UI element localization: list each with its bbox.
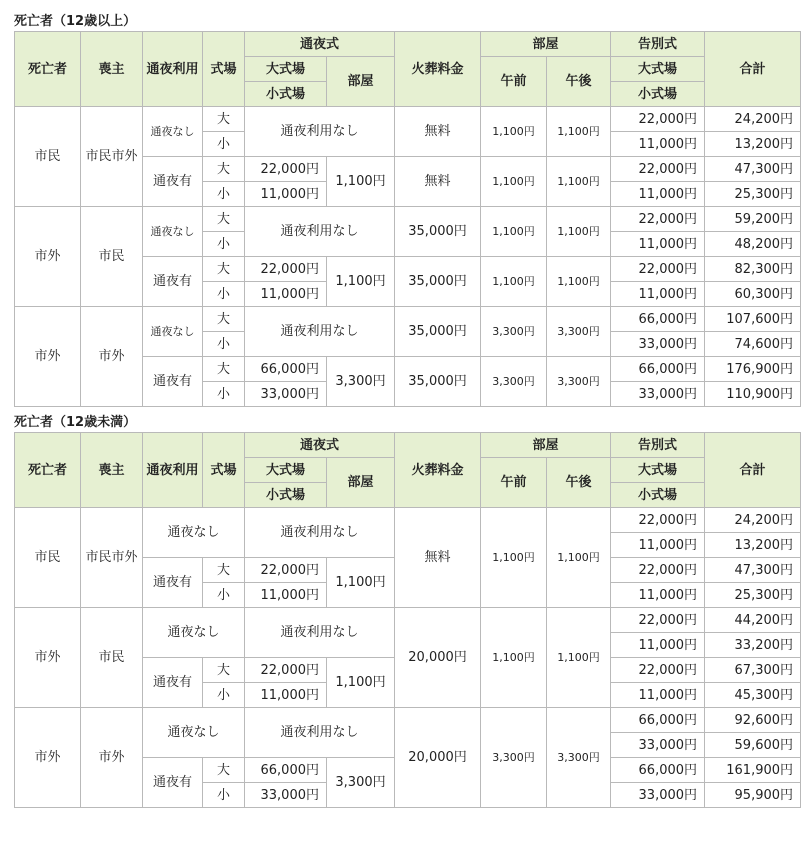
venue-cell: 大	[203, 658, 245, 683]
table-row	[15, 207, 801, 232]
header-total: 合計	[705, 32, 801, 107]
wake-large-fee-cell: 22,000円	[245, 558, 327, 583]
room-morning-cell: 1,100円	[481, 157, 547, 207]
total-cell: 47,300円	[705, 157, 801, 182]
cremation-fee-cell: 無料	[395, 157, 481, 207]
header-wake-small: 小式場	[245, 483, 327, 508]
mourner-cell: 市外	[81, 708, 143, 808]
wake-use-cell: 通夜なし	[143, 207, 203, 257]
total-cell: 60,300円	[705, 282, 801, 307]
room-afternoon-cell: 1,100円	[547, 257, 611, 307]
funeral-fee-cell: 11,000円	[611, 633, 705, 658]
no-wake-use-cell: 通夜利用なし	[245, 107, 395, 157]
mourner-cell: 市外	[81, 307, 143, 407]
wake-room-fee-cell: 1,100円	[327, 558, 395, 608]
funeral-fee-cell: 11,000円	[611, 182, 705, 207]
mourner-cell: 市民	[81, 608, 143, 708]
funeral-fee-cell: 22,000円	[611, 558, 705, 583]
deceased-cell: 市外	[15, 307, 81, 407]
header-wake: 通夜式	[245, 32, 395, 57]
header-wake-use: 通夜利用	[143, 32, 203, 107]
venue-cell: 小	[203, 683, 245, 708]
room-afternoon-cell: 1,100円	[547, 157, 611, 207]
wake-use-cell: 通夜なし	[143, 708, 245, 758]
header-cremation-fee: 火葬料金	[395, 32, 481, 107]
header-funeral-large: 大式場	[611, 458, 705, 483]
funeral-fee-cell: 11,000円	[611, 533, 705, 558]
room-afternoon-cell: 3,300円	[547, 708, 611, 808]
no-wake-use-cell: 通夜利用なし	[245, 307, 395, 357]
header-wake-small: 小式場	[245, 82, 327, 107]
header-wake-use: 通夜利用	[143, 433, 203, 508]
total-cell: 13,200円	[705, 132, 801, 157]
header-wake: 通夜式	[245, 433, 395, 458]
total-cell: 47,300円	[705, 558, 801, 583]
cremation-fee-cell: 35,000円	[395, 257, 481, 307]
venue-cell: 大	[203, 207, 245, 232]
header-funeral-small: 小式場	[611, 82, 705, 107]
total-cell: 74,600円	[705, 332, 801, 357]
deceased-cell: 市民	[15, 508, 81, 608]
cremation-fee-cell: 無料	[395, 107, 481, 157]
cremation-fee-cell: 20,000円	[395, 608, 481, 708]
deceased-cell: 市外	[15, 207, 81, 307]
funeral-fee-cell: 66,000円	[611, 758, 705, 783]
total-cell: 24,200円	[705, 107, 801, 132]
wake-small-fee-cell: 11,000円	[245, 583, 327, 608]
wake-large-fee-cell: 22,000円	[245, 658, 327, 683]
table-row	[15, 107, 801, 132]
total-cell: 45,300円	[705, 683, 801, 708]
cremation-fee-cell: 20,000円	[395, 708, 481, 808]
wake-large-fee-cell: 66,000円	[245, 758, 327, 783]
venue-cell: 大	[203, 558, 245, 583]
header-funeral: 告別式	[611, 433, 705, 458]
total-cell: 48,200円	[705, 232, 801, 257]
wake-use-cell: 通夜なし	[143, 307, 203, 357]
funeral-fee-cell: 66,000円	[611, 357, 705, 382]
wake-room-fee-cell: 3,300円	[327, 357, 395, 407]
wake-use-cell: 通夜なし	[143, 508, 245, 558]
cremation-fee-cell: 35,000円	[395, 307, 481, 357]
room-afternoon-cell: 1,100円	[547, 107, 611, 157]
header-funeral-small: 小式場	[611, 483, 705, 508]
total-cell: 107,600円	[705, 307, 801, 332]
venue-cell: 小	[203, 132, 245, 157]
deceased-cell: 市外	[15, 608, 81, 708]
header-wake-room: 部屋	[327, 458, 395, 508]
venue-cell: 小	[203, 282, 245, 307]
funeral-fee-cell: 22,000円	[611, 107, 705, 132]
funeral-fee-cell: 33,000円	[611, 733, 705, 758]
no-wake-use-cell: 通夜利用なし	[245, 508, 395, 558]
wake-use-cell: 通夜有	[143, 758, 203, 808]
funeral-fee-cell: 11,000円	[611, 282, 705, 307]
header-deceased: 死亡者	[15, 32, 81, 107]
header-room: 部屋	[481, 32, 611, 57]
header-funeral-large: 大式場	[611, 57, 705, 82]
header-wake-room: 部屋	[327, 57, 395, 107]
header-afternoon: 午後	[547, 57, 611, 107]
funeral-fee-cell: 22,000円	[611, 157, 705, 182]
funeral-fee-cell: 33,000円	[611, 382, 705, 407]
wake-small-fee-cell: 11,000円	[245, 282, 327, 307]
cremation-fee-cell: 無料	[395, 508, 481, 608]
venue-cell: 小	[203, 783, 245, 808]
wake-large-fee-cell: 22,000円	[245, 257, 327, 282]
total-cell: 92,600円	[705, 708, 801, 733]
total-cell: 95,900円	[705, 783, 801, 808]
header-funeral: 告別式	[611, 32, 705, 57]
venue-cell: 小	[203, 332, 245, 357]
wake-small-fee-cell: 33,000円	[245, 783, 327, 808]
table-row	[15, 708, 801, 733]
wake-room-fee-cell: 1,100円	[327, 658, 395, 708]
total-cell: 82,300円	[705, 257, 801, 282]
total-cell: 59,200円	[705, 207, 801, 232]
no-wake-use-cell: 通夜利用なし	[245, 708, 395, 758]
room-morning-cell: 1,100円	[481, 207, 547, 257]
venue-cell: 小	[203, 232, 245, 257]
room-afternoon-cell: 3,300円	[547, 357, 611, 407]
mourner-cell: 市民市外	[81, 508, 143, 608]
total-cell: 13,200円	[705, 533, 801, 558]
room-morning-cell: 3,300円	[481, 357, 547, 407]
fee-table-under-12	[14, 432, 801, 808]
funeral-fee-cell: 33,000円	[611, 783, 705, 808]
header-chief-mourner: 喪主	[81, 433, 143, 508]
room-morning-cell: 1,100円	[481, 257, 547, 307]
room-afternoon-cell: 1,100円	[547, 608, 611, 708]
deceased-cell: 市民	[15, 107, 81, 207]
funeral-fee-cell: 22,000円	[611, 658, 705, 683]
funeral-fee-cell: 22,000円	[611, 207, 705, 232]
wake-use-cell: 通夜有	[143, 558, 203, 608]
total-cell: 59,600円	[705, 733, 801, 758]
wake-small-fee-cell: 33,000円	[245, 382, 327, 407]
section-title-under-12: 死亡者（12歳未満）	[14, 415, 137, 430]
header-venue: 式場	[203, 433, 245, 508]
total-cell: 110,900円	[705, 382, 801, 407]
header-morning: 午前	[481, 57, 547, 107]
deceased-cell: 市外	[15, 708, 81, 808]
cremation-fee-cell: 35,000円	[395, 207, 481, 257]
room-afternoon-cell: 1,100円	[547, 207, 611, 257]
wake-room-fee-cell: 1,100円	[327, 157, 395, 207]
wake-small-fee-cell: 11,000円	[245, 182, 327, 207]
room-morning-cell: 1,100円	[481, 107, 547, 157]
table-row	[15, 307, 801, 332]
wake-use-cell: 通夜有	[143, 257, 203, 307]
funeral-fee-cell: 33,000円	[611, 332, 705, 357]
header-total: 合計	[705, 433, 801, 508]
venue-cell: 小	[203, 583, 245, 608]
total-cell: 161,900円	[705, 758, 801, 783]
room-morning-cell: 3,300円	[481, 307, 547, 357]
table-row	[15, 608, 801, 633]
funeral-fee-cell: 11,000円	[611, 683, 705, 708]
venue-cell: 小	[203, 182, 245, 207]
venue-cell: 大	[203, 357, 245, 382]
wake-large-fee-cell: 66,000円	[245, 357, 327, 382]
room-afternoon-cell: 3,300円	[547, 307, 611, 357]
total-cell: 25,300円	[705, 182, 801, 207]
funeral-fee-cell: 11,000円	[611, 232, 705, 257]
venue-cell: 大	[203, 107, 245, 132]
header-morning: 午前	[481, 458, 547, 508]
no-wake-use-cell: 通夜利用なし	[245, 608, 395, 658]
venue-cell: 大	[203, 758, 245, 783]
wake-use-cell: 通夜有	[143, 157, 203, 207]
mourner-cell: 市民	[81, 207, 143, 307]
header-cremation-fee: 火葬料金	[395, 433, 481, 508]
funeral-fee-cell: 11,000円	[611, 132, 705, 157]
table-row	[15, 508, 801, 533]
no-wake-use-cell: 通夜利用なし	[245, 207, 395, 257]
venue-cell: 大	[203, 257, 245, 282]
mourner-cell: 市民市外	[81, 107, 143, 207]
section-title-over-12: 死亡者（12歳以上）	[14, 14, 137, 29]
total-cell: 33,200円	[705, 633, 801, 658]
funeral-fee-cell: 22,000円	[611, 508, 705, 533]
total-cell: 67,300円	[705, 658, 801, 683]
funeral-fee-cell: 11,000円	[611, 583, 705, 608]
total-cell: 176,900円	[705, 357, 801, 382]
header-wake-large: 大式場	[245, 57, 327, 82]
room-morning-cell: 1,100円	[481, 508, 547, 608]
header-chief-mourner: 喪主	[81, 32, 143, 107]
wake-small-fee-cell: 11,000円	[245, 683, 327, 708]
funeral-fee-cell: 22,000円	[611, 257, 705, 282]
fee-table-over-12	[14, 31, 801, 407]
header-deceased: 死亡者	[15, 433, 81, 508]
wake-large-fee-cell: 22,000円	[245, 157, 327, 182]
wake-use-cell: 通夜有	[143, 357, 203, 407]
wake-use-cell: 通夜なし	[143, 107, 203, 157]
funeral-fee-cell: 66,000円	[611, 307, 705, 332]
total-cell: 25,300円	[705, 583, 801, 608]
cremation-fee-cell: 35,000円	[395, 357, 481, 407]
room-morning-cell: 1,100円	[481, 608, 547, 708]
funeral-fee-cell: 66,000円	[611, 708, 705, 733]
room-afternoon-cell: 1,100円	[547, 508, 611, 608]
wake-use-cell: 通夜なし	[143, 608, 245, 658]
funeral-fee-cell: 22,000円	[611, 608, 705, 633]
total-cell: 24,200円	[705, 508, 801, 533]
total-cell: 44,200円	[705, 608, 801, 633]
room-morning-cell: 3,300円	[481, 708, 547, 808]
wake-room-fee-cell: 1,100円	[327, 257, 395, 307]
wake-use-cell: 通夜有	[143, 658, 203, 708]
venue-cell: 小	[203, 382, 245, 407]
venue-cell: 大	[203, 157, 245, 182]
header-venue: 式場	[203, 32, 245, 107]
header-afternoon: 午後	[547, 458, 611, 508]
header-wake-large: 大式場	[245, 458, 327, 483]
header-room: 部屋	[481, 433, 611, 458]
venue-cell: 大	[203, 307, 245, 332]
wake-room-fee-cell: 3,300円	[327, 758, 395, 808]
